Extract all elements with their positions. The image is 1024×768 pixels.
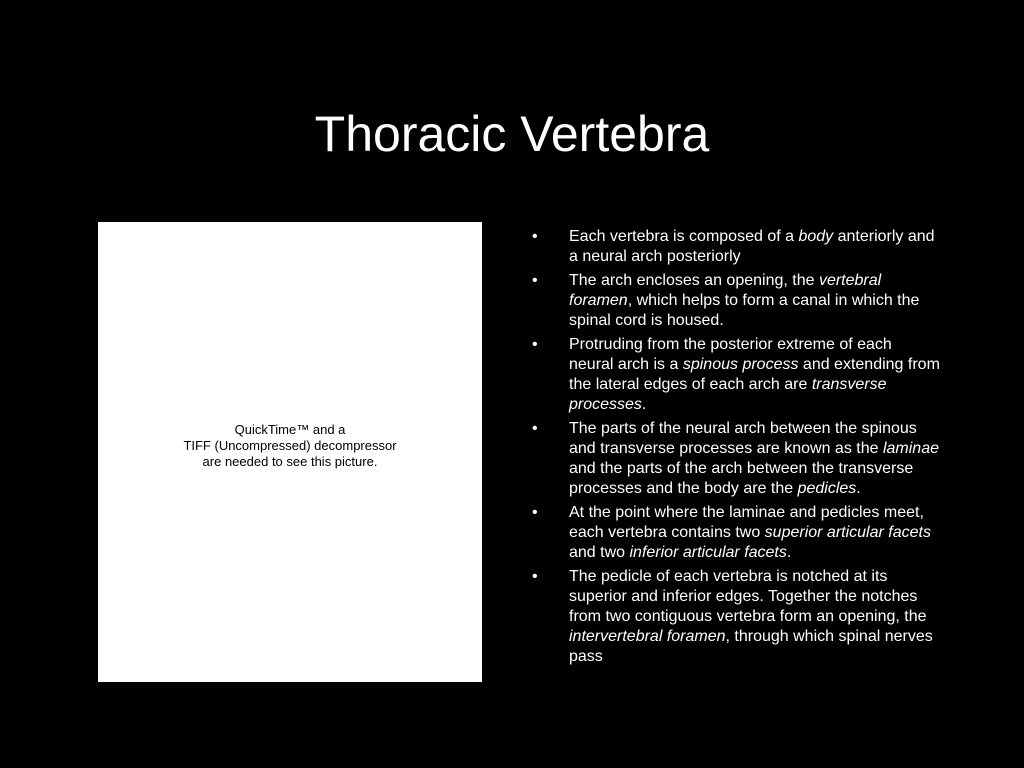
bullet-item [530, 335, 940, 415]
bullet-text [569, 228, 935, 265]
bullet-segment: , through which spinal nerves pass [569, 628, 933, 665]
placeholder-line: TIFF (Uncompressed) decompressor [183, 438, 397, 453]
bullet-segment: and two [569, 544, 630, 561]
slide-title: Thoracic Vertebra [314, 106, 710, 162]
bullet-segment: The arch encloses an opening, the [569, 272, 819, 289]
bullet-list [530, 227, 940, 671]
bullet-term: pedicles [797, 480, 857, 497]
bullet-item [530, 503, 940, 563]
bullet-marker: • [532, 504, 538, 521]
bullet-item [530, 227, 940, 267]
bullet-segment: The parts of the neural arch between the spinous and transverse processes are known as the [569, 420, 917, 457]
bullet-text [569, 272, 919, 329]
bullet-marker: • [532, 228, 538, 245]
bullet-segment: . [641, 396, 647, 413]
bullet-segment: Each vertebra is composed of a [569, 228, 799, 245]
placeholder-line: QuickTime™ and a [234, 422, 346, 437]
bullet-segment: At the point where the laminae and pedicles meet, each vertebra contains two [569, 504, 924, 541]
bullet-marker: • [532, 336, 538, 353]
image-placeholder [98, 222, 482, 682]
bullet-marker: • [532, 272, 538, 289]
bullet-term: inferior articular facets [629, 544, 787, 561]
bullet-segment: Protruding from the posterior extreme of each neural arch is a [569, 336, 892, 373]
bullet-segment: and extending from the lateral edges of each arch are [569, 356, 940, 393]
bullet-item [530, 567, 940, 667]
bullet-marker: • [532, 420, 538, 437]
placeholder-line: are needed to see this picture. [202, 454, 378, 469]
bullet-term: superior articular facets [764, 524, 931, 541]
bullet-text [569, 568, 933, 665]
bullet-term: vertebral foramen [569, 272, 882, 309]
bullet-segment: . [786, 544, 792, 561]
bullet-term: laminae [882, 440, 939, 457]
bullet-segment: , which helps to form a canal in which the spinal cord is housed. [569, 292, 920, 329]
bullet-segment: anteriorly and a neural arch posteriorly [569, 228, 935, 265]
bullet-term: spinous process [682, 356, 799, 373]
bullet-text [569, 420, 939, 497]
bullet-term: transverse processes [569, 376, 887, 413]
bullet-text [569, 504, 931, 561]
bullet-segment: and the parts of the arch between the transverse processes and the body are the [569, 460, 914, 497]
placeholder-message [98, 422, 482, 470]
bullet-item [530, 419, 940, 499]
bullet-text [569, 336, 940, 413]
bullet-term: body [798, 228, 834, 245]
bullet-term: intervertebral foramen [569, 628, 726, 645]
bullet-segment: . [856, 480, 861, 497]
bullet-marker: • [532, 568, 538, 585]
bullet-item [530, 271, 940, 331]
bullet-segment: The pedicle of each vertebra is notched at its superior and inferior edges. Together the notches from two contiguous vertebra form an opening, the [569, 568, 927, 625]
